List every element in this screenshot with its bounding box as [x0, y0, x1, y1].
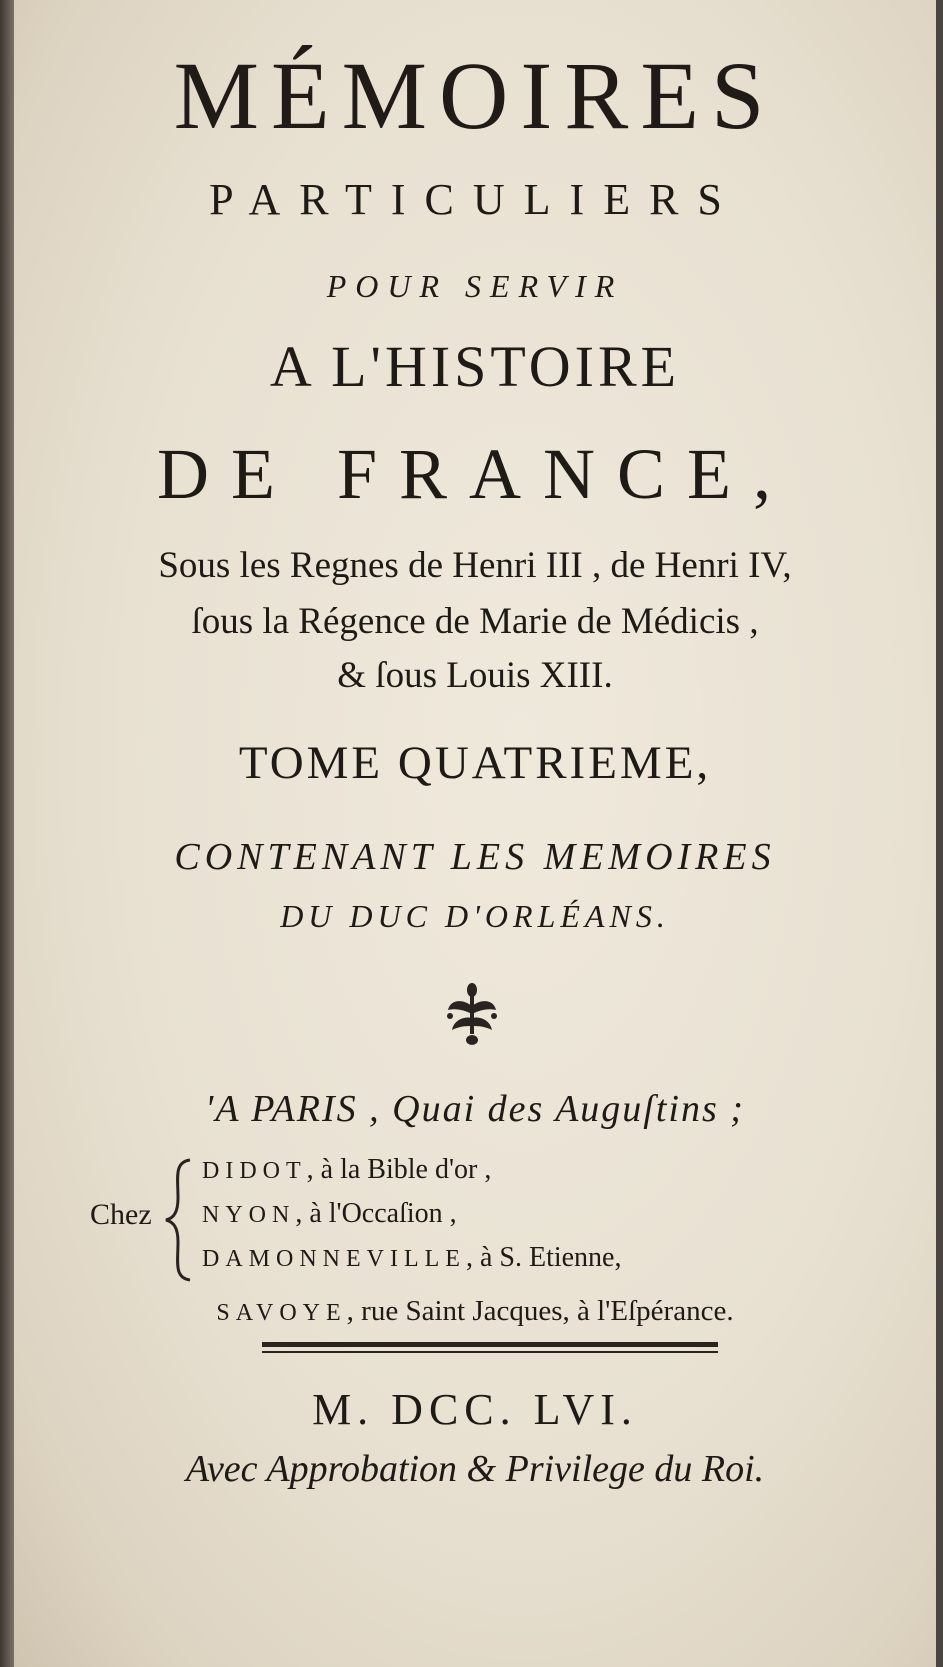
royal-privilege: Avec Approbation & Privilege du Roi. — [185, 1448, 765, 1490]
main-title: MÉMOIRES — [173, 42, 777, 149]
book-gutter — [0, 0, 14, 1667]
reign-line-1: Sous les Regnes de Henri III , de Henri IV, — [158, 545, 792, 586]
seller-savoye: SAVOYE, rue Saint Jacques, à l'Eſpérance. — [216, 1295, 734, 1327]
double-rule-divider — [262, 1342, 718, 1356]
contents-line-1: CONTENANT LES MEMOIRES — [174, 836, 776, 878]
reign-line-2: ſous la Régence de Marie de Médicis , — [191, 601, 759, 642]
imprint-place: 'A PARIS , Quai des Auguſtins ; — [205, 1088, 745, 1130]
booksellers-block — [78, 1152, 898, 1282]
subtitle-france: DE FRANCE, — [156, 434, 794, 514]
seller-nyon: NYON, à l'Occaſion , — [202, 1198, 457, 1229]
fleuron-ornament-icon — [442, 982, 502, 1046]
seller-didot: DIDOT, à la Bible d'or , — [202, 1154, 492, 1185]
subtitle-particuliers: PARTICULIERS — [209, 175, 741, 224]
subtitle-pour-servir: POUR SERVIR — [326, 268, 624, 304]
reign-line-3: & ſous Louis XIII. — [337, 655, 613, 696]
seller-damonneville: DAMONNEVILLE, à S. Etienne, — [202, 1242, 622, 1273]
brace-icon — [164, 1158, 194, 1282]
contents-line-2: DU DUC D'ORLÉANS. — [280, 898, 670, 934]
chez-label: Chez — [90, 1198, 152, 1231]
publication-date: M. DCC. LVI. — [312, 1385, 638, 1434]
subtitle-histoire: A L'HISTOIRE — [269, 334, 681, 399]
volume-label: TOME QUATRIEME, — [238, 737, 712, 789]
title-page — [14, 0, 936, 1667]
